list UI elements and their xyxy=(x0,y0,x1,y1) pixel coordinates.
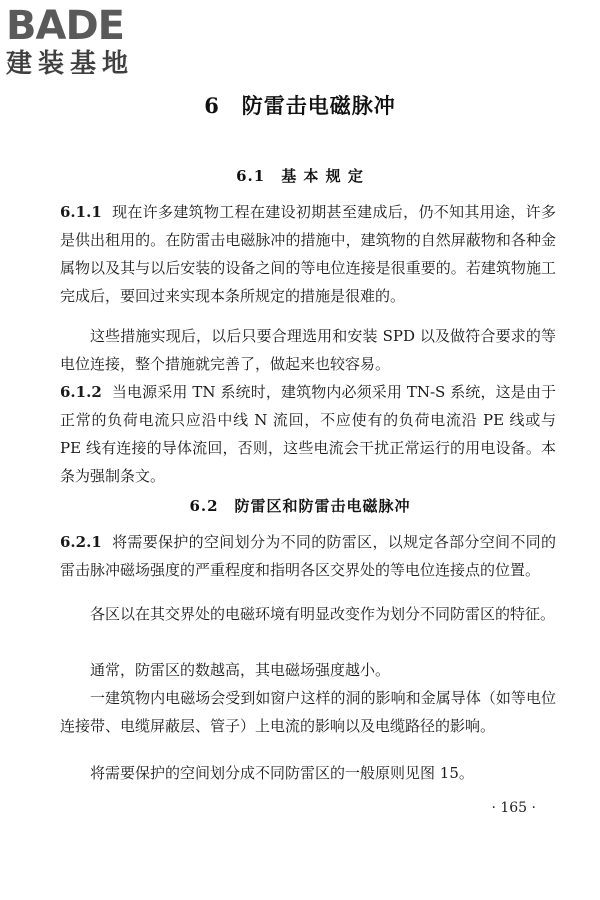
clause-number: 6.1.1 xyxy=(60,203,102,221)
logo xyxy=(6,4,176,88)
clause-paragraph xyxy=(60,198,556,310)
clause-text: 将需要保护的空间划分为不同的防雷区，以规定各部分空间不同的雷击脉冲磁场强度的严重程度和指明各区交界处的等电位连接点的位置。 xyxy=(60,533,556,579)
body-paragraph: 通常，防雷区的数越高，其电磁场强度越小。 xyxy=(90,661,391,679)
logo-subtitle: 建装基地 xyxy=(6,49,135,79)
clause-number: 6.2.1 xyxy=(60,533,102,551)
page-number: · 165 · xyxy=(491,800,536,816)
clause-paragraph xyxy=(60,378,556,490)
clause-paragraph xyxy=(60,528,556,584)
clause-number: 6.1.2 xyxy=(60,383,102,401)
clause-text: 当电源采用 TN 系统时，建筑物内必须采用 TN-S 系统，这是由于正常的负荷电流只应沿中线 N 流回，不应使有的负荷电流沿 PE 线或与 PE 线有连接的导体流回，否则，这些电流会干扰正常运行的用电设备。本条为强制条文。 xyxy=(60,383,556,485)
body-paragraph: 一建筑物内电磁场会受到如窗户这样的洞的影响和金属导体（如等电位连接带、电缆屏蔽层、管子）上电流的影响以及电缆路径的影响。 xyxy=(60,689,556,735)
body-paragraph: 这些措施实现后，以后只要合理选用和安装 SPD 以及做符合要求的等电位连接，整个措施就完善了，做起来也较容易。 xyxy=(60,327,556,373)
clause-text: 现在许多建筑物工程在建设初期甚至建成后，仍不知其用途，许多是供出租用的。在防雷击电磁脉冲的措施中，建筑物的自然屏蔽物和各种金属物以及其与以后安装的设备之间的等电位连接是很重要的。若建筑物施工完成后，要回过来实现本条所规定的措施是很难的。 xyxy=(60,203,556,305)
body-paragraph: 各区以在其交界处的电磁环境有明显改变作为划分不同防雷区的特征。 xyxy=(90,605,556,623)
chapter-title: 6 防雷击电磁脉冲 xyxy=(204,93,396,118)
section-title: 6.2 防雷区和防雷击电磁脉冲 xyxy=(189,497,411,515)
body-paragraph: 将需要保护的空间划分成不同防雷区的一般原则见图 15。 xyxy=(90,764,474,782)
section-title: 6.1 基 本 规 定 xyxy=(236,167,364,185)
logo-brand: BADE xyxy=(6,3,124,49)
